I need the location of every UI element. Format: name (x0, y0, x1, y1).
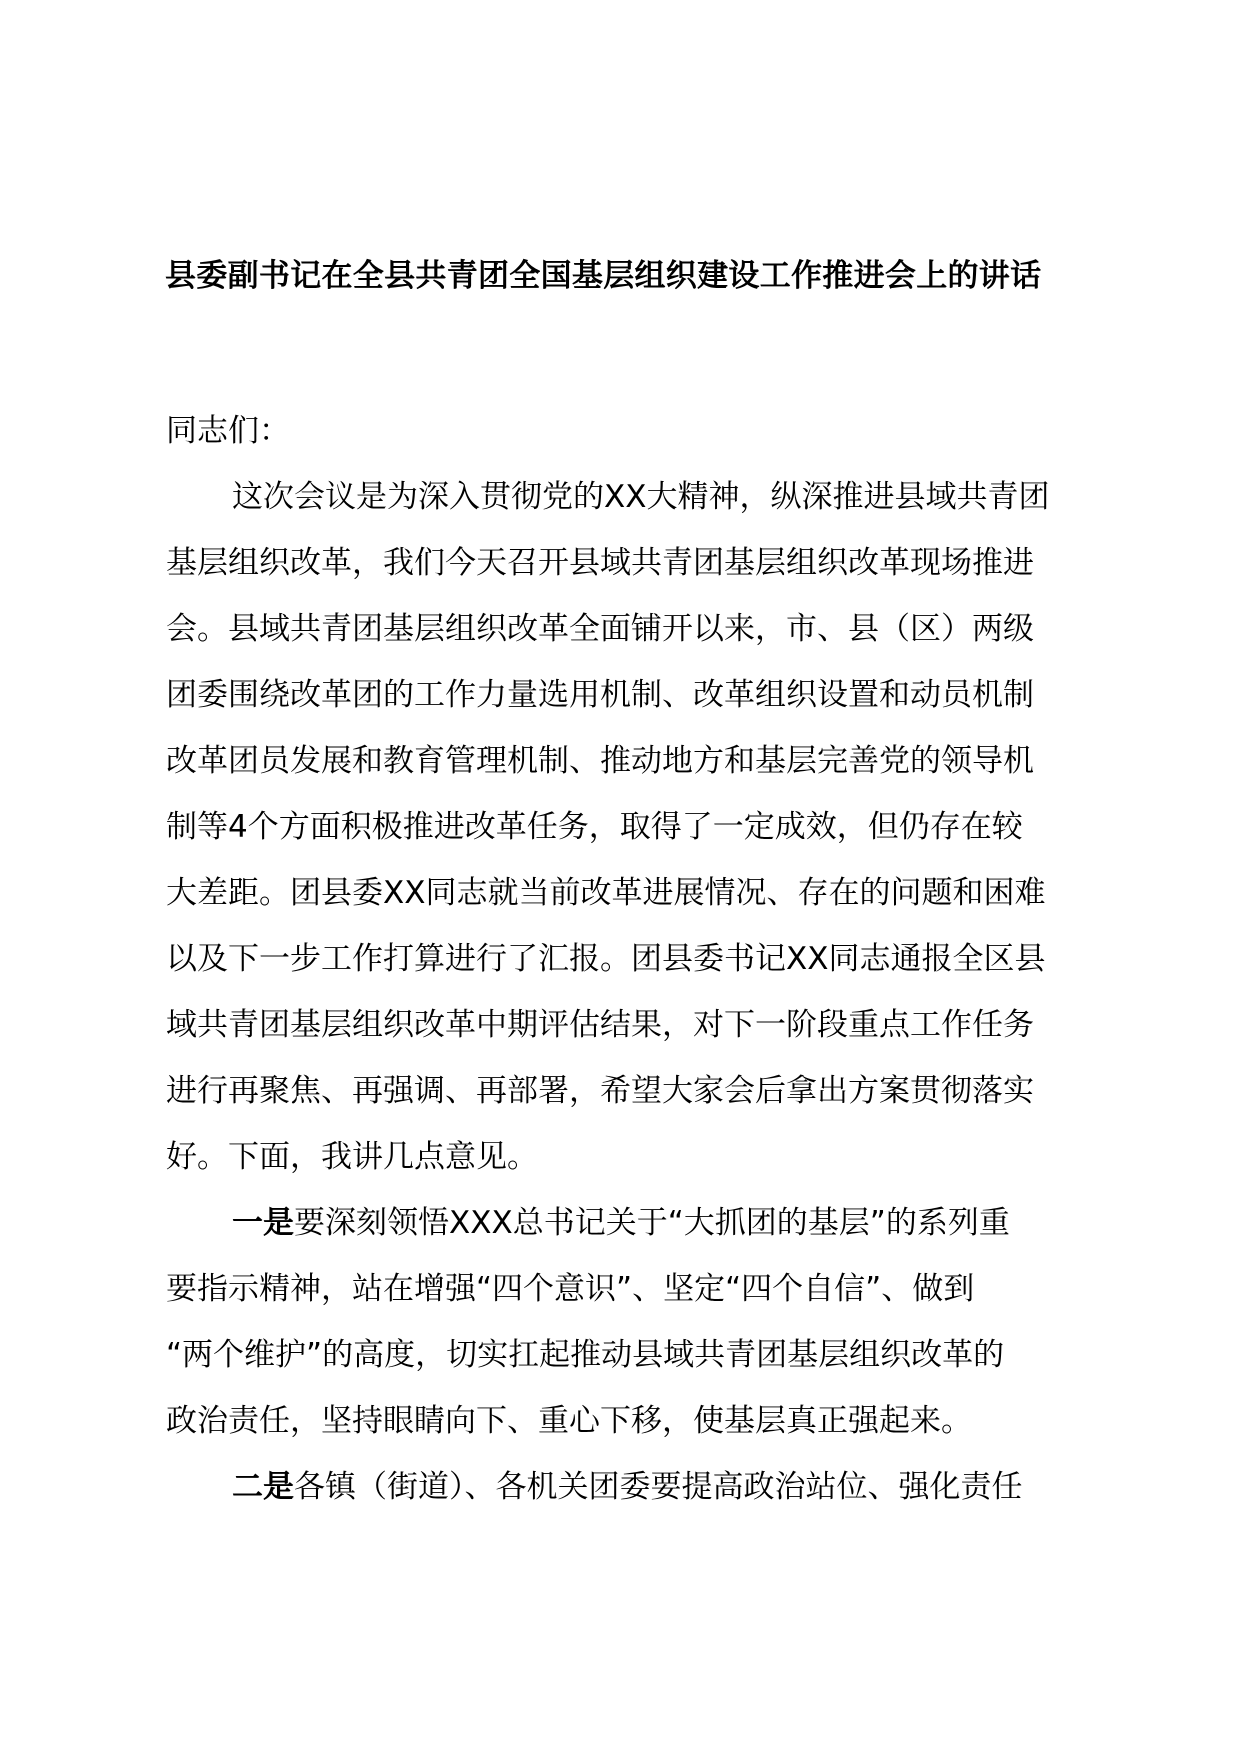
paragraph-line: 制等4个方面积极推进改革任务，取得了一定成效，但仍存在较 (166, 809, 1023, 845)
paragraph-first-line (166, 1454, 1106, 1520)
paragraph-line: 这次会议是为深入贯彻党的XX大精神，纵深推进县域共青团 (232, 479, 1050, 515)
paragraph-line: 要指示精神，站在增强“四个意识”、坚定“四个自信”、做到 (166, 1271, 975, 1307)
document-title: 县委副书记在全县共青团全国基层组织建设工作推进会上的讲话 (165, 258, 1042, 294)
paragraph-line: 改革团员发展和教育管理机制、推动地方和基层完善党的领导机 (166, 743, 1034, 779)
salutation: 同志们： (166, 413, 290, 449)
paragraph-intro (166, 464, 1106, 1190)
paragraph-line: 进行再聚焦、再强调、再部署，希望大家会后拿出方案贯彻落实 (166, 1073, 1034, 1109)
paragraph-line: 基层组织改革，我们今天召开县域共青团基层组织改革现场推进 (166, 545, 1034, 581)
paragraph-line-rest: 要深刻领悟XXX总书记关于“大抓团的基层”的系列重 (294, 1205, 1010, 1241)
paragraph-line: 域共青团基层组织改革中期评估结果，对下一阶段重点工作任务 (166, 1007, 1034, 1043)
paragraph-line: 大差距。团县委XX同志就当前改革进展情况、存在的问题和困难 (166, 875, 1046, 911)
paragraph-point-two (166, 1454, 1106, 1520)
document-body (166, 398, 1106, 1520)
paragraph-line-rest: 各镇（街道）、各机关团委要提高政治站位、强化责任 (294, 1469, 1023, 1505)
point-lead: 二是 (232, 1469, 294, 1505)
paragraph-line: 团委围绕改革团的工作力量选用机制、改革组织设置和动员机制 (166, 677, 1034, 713)
point-lead: 一是 (232, 1205, 294, 1241)
paragraph-line: 会。县域共青团基层组织改革全面铺开以来，市、县（区）两级 (166, 611, 1034, 647)
paragraph-line: 好。下面，我讲几点意见。 (166, 1139, 538, 1175)
paragraph-line: 政治责任，坚持眼睛向下、重心下移，使基层真正强起来。 (166, 1403, 972, 1439)
paragraph-first-line (166, 1190, 1106, 1256)
paragraph-point-one (166, 1190, 1106, 1454)
paragraph-line: “两个维护”的高度，切实扛起推动县域共青团基层组织改革的 (166, 1337, 1005, 1373)
paragraph-line: 以及下一步工作打算进行了汇报。团县委书记XX同志通报全区县 (166, 941, 1046, 977)
